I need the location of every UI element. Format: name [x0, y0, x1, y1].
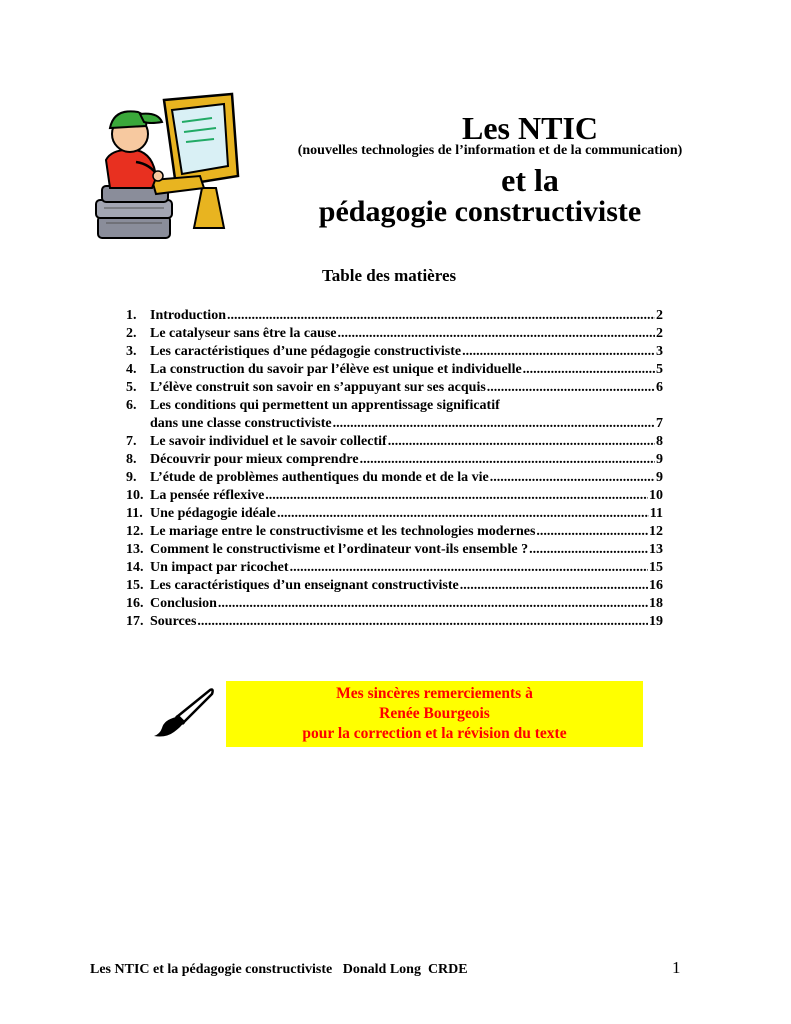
toc-entry-title: L’élève construit son savoir en s’appuyant sur ses acquis — [150, 380, 486, 395]
document-title-line3: pédagogie constructiviste — [318, 195, 642, 228]
toc-entry-title: Sources — [150, 614, 197, 629]
toc-entry-number: 13. — [126, 542, 144, 557]
toc-entry-title: Les caractéristiques d’une pédagogie constructiviste — [150, 344, 462, 359]
toc-entry-title: Comment le constructivisme et l’ordinateur vont-ils ensemble ? — [150, 542, 529, 557]
toc-entry-title: Un impact par ricochet — [150, 560, 289, 575]
toc-leader-dots — [490, 469, 655, 487]
toc-entry-page: 13 — [649, 542, 663, 557]
toc-entry-number: 15. — [126, 578, 144, 593]
toc-entry[interactable] — [126, 361, 663, 379]
toc-entry[interactable] — [126, 541, 663, 559]
toc-entry-number: 1. — [126, 308, 137, 323]
toc-leader-dots — [536, 523, 648, 541]
toc-entry-number: 3. — [126, 344, 137, 359]
toc-entry-title: Les conditions qui permettent un apprentissage significatif — [150, 398, 500, 413]
toc-entry-number: 4. — [126, 362, 137, 377]
document-title-line2: et la — [501, 162, 559, 198]
toc-entry[interactable] — [126, 343, 663, 361]
toc-entry-continuation[interactable] — [126, 415, 663, 433]
thanks-line-1: Mes sincères remerciements à — [336, 685, 533, 702]
paintbrush-icon — [152, 686, 216, 738]
toc-leader-dots — [529, 541, 648, 559]
toc-leader-dots — [227, 307, 655, 325]
toc-entry-title: L’étude de problèmes authentiques du monde et de la vie — [150, 470, 489, 485]
toc-entry-number: 2. — [126, 326, 137, 341]
toc-entry-page: 10 — [649, 488, 663, 503]
toc-leader-dots — [360, 451, 655, 469]
toc-entry-number: 10. — [126, 488, 144, 503]
toc-entry[interactable] — [126, 325, 663, 343]
toc-entry[interactable] — [126, 433, 663, 451]
toc-leader-dots — [462, 343, 655, 361]
toc-entry-number: 17. — [126, 614, 144, 629]
toc-leader-dots — [333, 415, 655, 433]
toc-entry-page: 6 — [656, 380, 663, 395]
toc-entry-title: Le mariage entre le constructivisme et les technologies modernes — [150, 524, 536, 539]
toc-entry-title: Le catalyseur sans être la cause — [150, 326, 337, 341]
toc-entry-number: 7. — [126, 434, 137, 449]
document-title: Les NTIC — [461, 110, 598, 146]
thanks-box — [226, 681, 643, 747]
student-computer-clipart-icon — [92, 88, 242, 248]
toc-entry-page: 8 — [656, 434, 663, 449]
toc-entry-page: 11 — [649, 506, 663, 521]
toc-entry-number: 16. — [126, 596, 144, 611]
page-footer: Les NTIC et la pédagogie constructiviste Donald Long CRDE — [90, 962, 468, 977]
toc-entry-title: Les caractéristiques d’un enseignant constructiviste — [150, 578, 459, 593]
toc-entry-page: 2 — [656, 308, 663, 323]
toc-entry-number: 5. — [126, 380, 137, 395]
toc-entry-page: 19 — [649, 614, 663, 629]
toc-leader-dots — [218, 595, 648, 613]
toc-leader-dots — [277, 505, 649, 523]
toc-entry-page: 12 — [649, 524, 663, 539]
toc-leader-dots — [487, 379, 655, 397]
toc-entry-page: 7 — [656, 416, 663, 431]
toc-heading: Table des matières — [322, 266, 457, 285]
toc-entry[interactable] — [126, 307, 663, 325]
toc-entry-page: 18 — [649, 596, 663, 611]
toc-entry-page: 5 — [656, 362, 663, 377]
toc-entry-number: 14. — [126, 560, 144, 575]
toc-entry-number: 11. — [126, 506, 143, 521]
toc-entry-number: 6. — [126, 398, 137, 413]
toc-entry-title: Le savoir individuel et le savoir collectif — [150, 434, 387, 449]
toc-entry-title: Introduction — [150, 308, 226, 323]
toc-entry-page: 3 — [656, 344, 663, 359]
thanks-line-3: pour la correction et la révision du texte — [302, 725, 567, 742]
toc-entry-title: Conclusion — [150, 596, 217, 611]
toc-leader-dots — [523, 361, 655, 379]
toc-leader-dots — [265, 487, 648, 505]
toc-entry[interactable] — [126, 505, 663, 523]
toc-entry[interactable] — [126, 379, 663, 397]
document-subtitle: (nouvelles technologies de l’information et de la communication) — [297, 143, 683, 158]
toc-leader-dots — [197, 613, 648, 631]
toc-leader-dots — [290, 559, 648, 577]
toc-entry-number: 12. — [126, 524, 144, 539]
toc-leader-dots — [460, 577, 648, 595]
toc-entry-title-continued: dans une classe constructiviste — [150, 416, 332, 431]
toc-leader-dots — [388, 433, 655, 451]
toc-entry-page: 15 — [649, 560, 663, 575]
toc-leader-dots — [338, 325, 655, 343]
toc-entry[interactable] — [126, 469, 663, 487]
toc-entry-title: La construction du savoir par l’élève est unique et individuelle — [150, 362, 522, 377]
toc-entry[interactable] — [126, 595, 663, 613]
table-of-contents — [126, 307, 663, 631]
toc-entry-page: 16 — [649, 578, 663, 593]
toc-entry[interactable] — [126, 397, 663, 415]
toc-entry[interactable] — [126, 613, 663, 631]
toc-entry[interactable] — [126, 523, 663, 541]
page-number: 1 — [672, 958, 681, 977]
toc-entry-page: 2 — [656, 326, 663, 341]
toc-entry[interactable] — [126, 559, 663, 577]
toc-entry[interactable] — [126, 451, 663, 469]
toc-entry[interactable] — [126, 487, 663, 505]
thanks-line-2: Renée Bourgeois — [379, 705, 490, 722]
toc-entry-title: Une pédagogie idéale — [150, 506, 276, 521]
toc-entry-page: 9 — [656, 470, 663, 485]
toc-entry-title: Découvrir pour mieux comprendre — [150, 452, 359, 467]
toc-entry-number: 8. — [126, 452, 137, 467]
toc-entry-title: La pensée réflexive — [150, 488, 265, 503]
toc-entry-page: 9 — [656, 452, 663, 467]
toc-entry-number: 9. — [126, 470, 137, 485]
toc-entry[interactable] — [126, 577, 663, 595]
